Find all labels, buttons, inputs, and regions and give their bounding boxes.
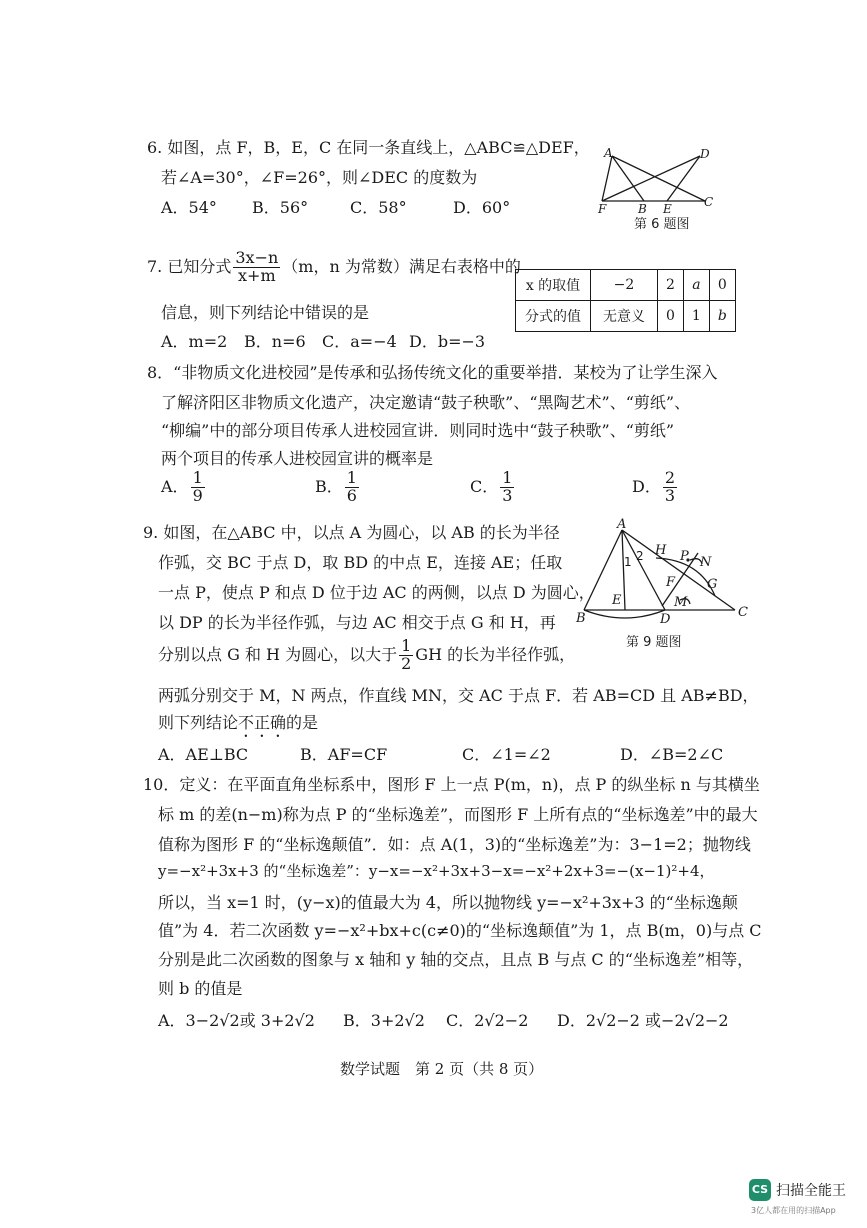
q9-label-n: N: [700, 555, 712, 570]
q8-line2: 了解济阳区非物质文化遗产，决定邀请“鼓子秧歌”、“黑陶艺术”、“剪纸”、: [161, 393, 691, 412]
q9-figure: [570, 518, 755, 628]
q10-line4: y=−x²+3x+3 的“坐标逸差”：y−x=−x²+3x+3−x=−x²+2x+3=−(x−1)²+4，: [158, 862, 715, 880]
q10-option-a: A．3−2√2或 3+2√2: [158, 1011, 315, 1030]
q9-label-g: G: [707, 577, 718, 592]
q9-option-a: A．AE⊥BC: [158, 745, 249, 764]
q8-line4: 两个项目的传承人进校园宣讲的概率是: [161, 449, 434, 468]
q8-option-d-den: 3: [664, 485, 676, 505]
q9-angle-1: 1: [624, 555, 632, 569]
q9-label-f: F: [666, 575, 676, 590]
q6-line1: 6. 如图，点 F，B，E，C 在同一条直线上，△ABC≌△DEF，: [147, 138, 590, 157]
q7-cell: x 的取值: [516, 270, 591, 301]
q9-option-d: D．∠B=2∠C: [620, 745, 724, 764]
q9-line5-num: 1: [401, 636, 412, 655]
q8-option-d: [632, 470, 679, 505]
q9-label-m: M: [674, 595, 688, 610]
q7-cell: 0: [658, 301, 684, 332]
q9-line3: 一点 P，使点 P 和点 D 位于边 AC 的两侧，以点 D 为圆心，: [158, 583, 595, 602]
q6-label-c: C: [704, 195, 714, 209]
q10-option-d: D．2√2−2 或−2√2−2: [557, 1011, 729, 1030]
q9-angle-2: 2: [636, 549, 644, 563]
q7-cell: 分式的值: [516, 301, 591, 332]
q6-label-f: F: [598, 202, 607, 216]
q9-option-c: C．∠1=∠2: [462, 745, 551, 764]
q9-line7-pre: 则下列结论: [158, 713, 239, 732]
q7-cell: b: [709, 301, 735, 332]
q6-option-c: C．58°: [350, 198, 407, 217]
q8-option-a-label: A．: [161, 476, 189, 496]
q7-suffix: （m，n 为常数）满足右表格中的: [282, 256, 521, 276]
q10-line1: 10．定义：在平面直角坐标系中，图形 F 上一点 P(m，n)，点 P 的纵坐标 n 与其横坐: [143, 775, 760, 794]
q7-option-a: A．m=2: [161, 332, 228, 351]
q7-cell: 0: [709, 270, 735, 301]
q7-cell: 2: [658, 270, 684, 301]
q9-line5-pre: 分别以点 G 和 H 为圆心，以大于: [158, 644, 398, 664]
q7-table-row-x: [516, 270, 736, 301]
q9-line7-emphasis: 不正确: [238, 713, 287, 732]
q8-option-c-label: C．: [470, 476, 499, 496]
q8-option-c-num: 1: [502, 468, 513, 487]
q9-line5-den: 2: [401, 653, 412, 673]
q10-line3: 值称为图形 F 的“坐标逸颠值”．如：点 A(1，3)的“坐标逸差”为：3−1=2；抛物线: [158, 835, 751, 854]
q10-line7: 分别是此二次函数的图象与 x 轴和 y 轴的交点，且点 B 与点 C 的“坐标逸差”相等，: [158, 950, 754, 969]
q8-option-b: [315, 470, 361, 505]
q7-frac-den: x+m: [238, 265, 276, 285]
q7-cell: a: [683, 270, 709, 301]
q7-prefix: 7. 已知分式: [147, 256, 232, 276]
q9-label-b: B: [576, 611, 586, 626]
q10-option-b: B．3+2√2: [343, 1011, 425, 1030]
q10-line5: 所以，当 x=1 时，(y−x)的值最大为 4，所以抛物线 y=−x²+3x+3 的“坐标逸颠: [158, 893, 738, 912]
q9-line5: [158, 638, 575, 673]
scanner-tagline: 3亿人都在用的扫描App: [751, 1206, 836, 1215]
q10-option-c: C．2√2−2: [446, 1011, 529, 1030]
q6-label-a: A: [604, 146, 613, 160]
q7-option-c: C．a=−4: [322, 332, 397, 351]
q8-option-c-den: 3: [502, 485, 513, 505]
q6-option-d: D．60°: [453, 198, 511, 217]
q10-line2: 标 m 的差(n−m)称为点 P 的“坐标逸差”，而图形 F 上所有点的“坐标逸差”中的最大: [158, 805, 758, 824]
q6-option-a: A．54°: [161, 198, 217, 217]
q10-line6: 值”为 4．若二次函数 y=−x²+bx+c(c≠0)的“坐标逸颠值”为 1，点 B(m，0)与点 C: [158, 921, 762, 940]
q6-line2: 若∠A=30°，∠F=26°，则∠DEC 的度数为: [161, 168, 478, 187]
page-footer: 数学试题 第 2 页（共 8 页）: [340, 1060, 544, 1078]
q7-option-d: D．b=−3: [409, 332, 486, 351]
q9-label-p: P: [680, 549, 689, 564]
q7-cell: 1: [683, 301, 709, 332]
scanner-app-name: 扫描全能王: [776, 1183, 846, 1199]
q8-option-b-label: B．: [315, 476, 343, 496]
q7-option-b: B．n=6: [244, 332, 306, 351]
q6-figure-caption: 第 6 题图: [634, 217, 690, 232]
q9-line2: 作弧，交 BC 于点 D，取 BD 的中点 E，连接 AE；任取: [158, 553, 563, 572]
q7-table-row-value: [516, 301, 736, 332]
q6-label-b: B: [638, 202, 647, 216]
scanner-logo-icon: CS: [749, 1179, 771, 1201]
q8-option-a: [161, 470, 207, 505]
q9-line1: 9. 如图，在△ABC 中，以点 A 为圆心，以 AB 的长为半径: [143, 523, 560, 542]
q7-cell: −2: [591, 270, 658, 301]
q8-option-b-den: 6: [346, 485, 357, 505]
q9-line7-post: 的是: [286, 713, 319, 732]
q10-line8: 则 b 的值是: [158, 979, 243, 998]
q9-label-h: H: [655, 543, 667, 558]
q8-option-a-den: 9: [192, 485, 203, 505]
q9-label-c: C: [738, 605, 748, 620]
q9-figure-caption: 第 9 题图: [626, 635, 682, 650]
q8-option-c: [470, 470, 516, 505]
q9-label-e: E: [612, 593, 622, 608]
q7-line2: 信息，则下列结论中错误的是: [161, 303, 370, 322]
q8-option-b-num: 1: [346, 468, 357, 487]
q6-label-e: E: [663, 202, 672, 216]
q7-fraction: [233, 250, 280, 285]
q9-line7: [158, 710, 318, 741]
q8-line1: 8．“非物质文化进校园”是传承和弘扬传统文化的重要举措．某校为了让学生深入: [147, 363, 718, 382]
q8-option-a-num: 1: [192, 468, 203, 487]
q8-option-d-label: D．: [632, 476, 661, 496]
q9-line6: 两弧分别交于 M，N 两点，作直线 MN，交 AC 于点 F．若 AB=CD 且 AB≠BD，: [158, 686, 759, 705]
q9-line4: 以 DP 的长为半径作弧，与边 AC 相交于点 G 和 H，再: [158, 613, 556, 632]
q8-line3: “柳编”中的部分项目传承人进校园宣讲．则同时选中“鼓子秧歌”、“剪纸”: [161, 421, 675, 440]
q7-line1: [147, 250, 521, 285]
q9-label-a: A: [617, 518, 627, 532]
q9-option-b: B．AF=CF: [300, 745, 388, 764]
q6-option-b: B．56°: [252, 198, 309, 217]
q9-label-d: D: [660, 612, 671, 627]
q6-label-d: D: [700, 147, 710, 161]
q8-option-d-num: 2: [664, 468, 676, 487]
q9-line5-post: GH 的长为半径作弧，: [415, 644, 576, 664]
q7-frac-num: 3x−n: [235, 248, 279, 267]
q7-cell: 无意义: [591, 301, 658, 332]
q7-value-table: [515, 269, 736, 332]
